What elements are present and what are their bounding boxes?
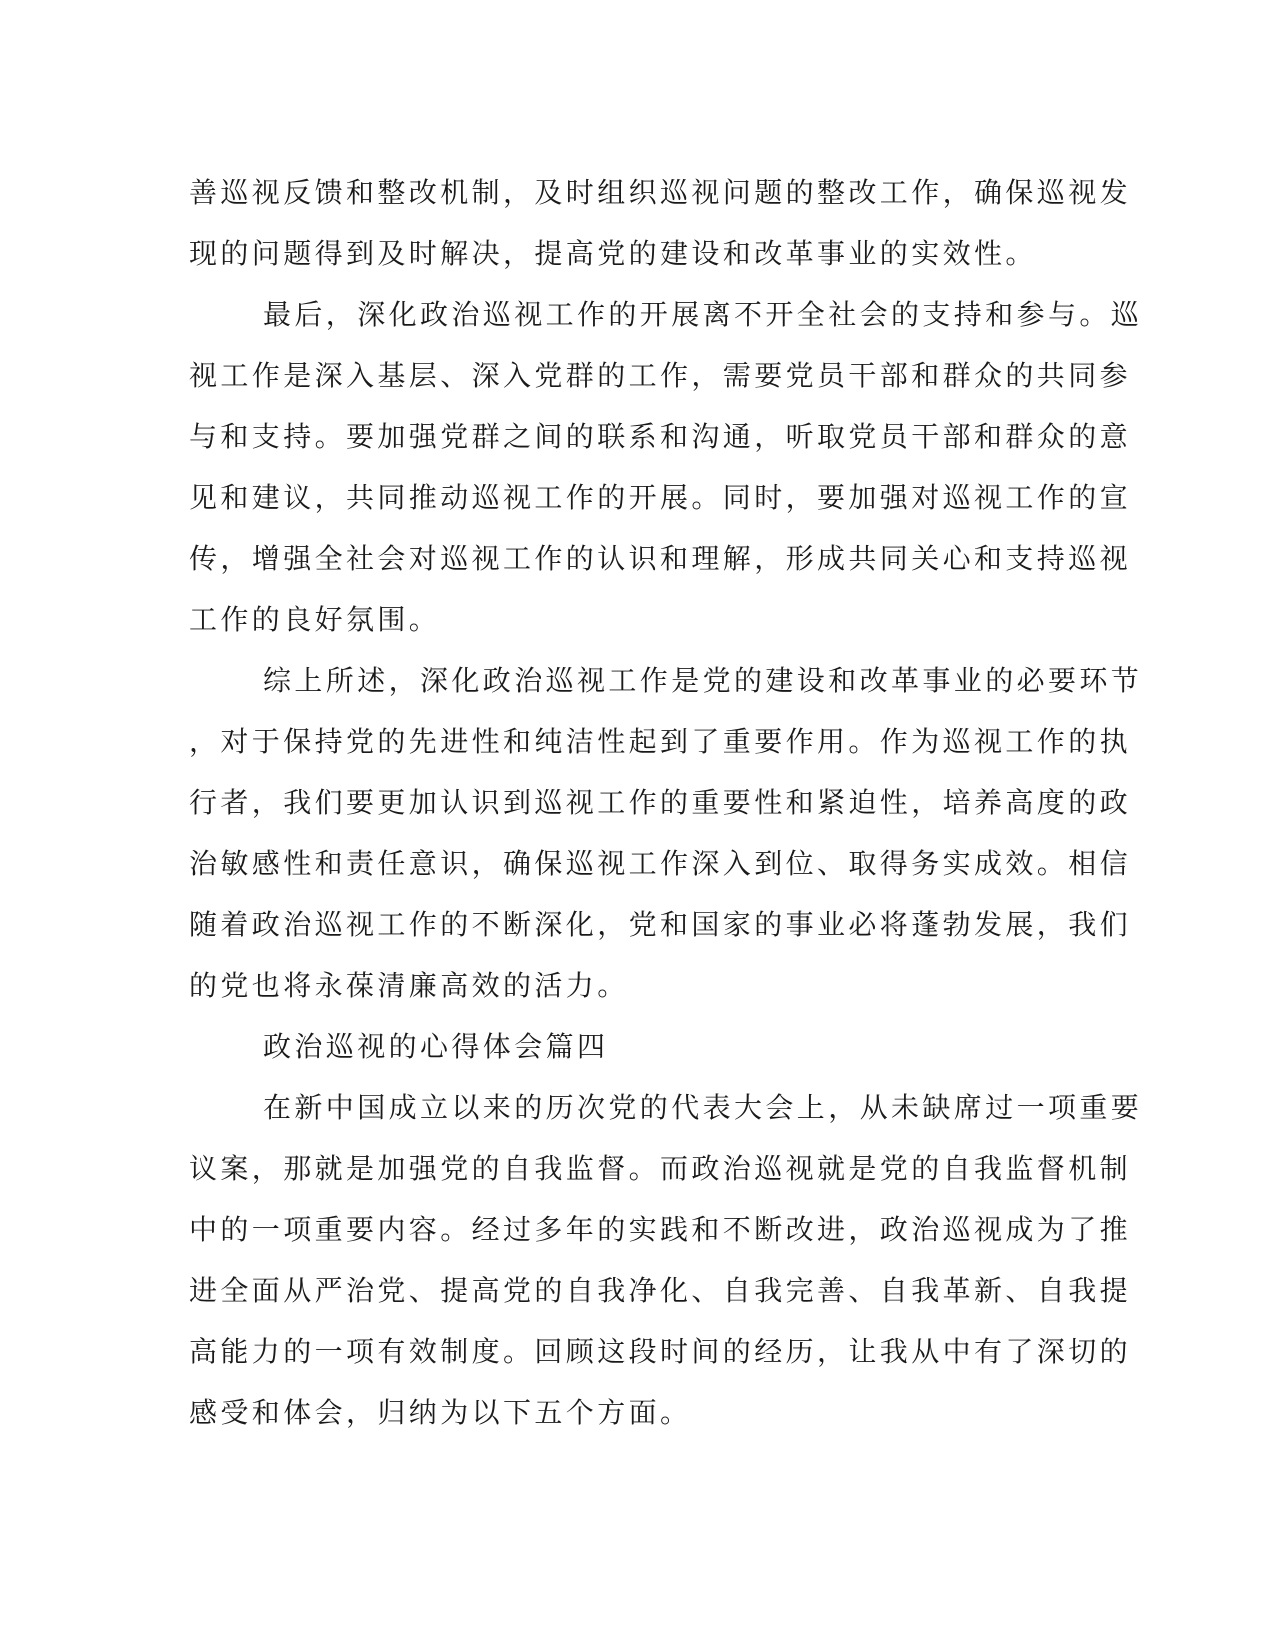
text-line: 行者，我们要更加认识到巡视工作的重要性和紧迫性，培养高度的政 xyxy=(189,786,1132,819)
text-line: 治敏感性和责任意识，确保巡视工作深入到位、取得务实成效。相信 xyxy=(189,847,1132,880)
text-line: 现的问题得到及时解决，提高党的建设和改革事业的实效性。 xyxy=(189,237,1037,270)
document-body xyxy=(189,162,1143,1443)
text-line: 善巡视反馈和整改机制，及时组织巡视问题的整改工作，确保巡视发 xyxy=(189,176,1132,209)
text-line: ，对于保持党的先进性和纯洁性起到了重要作用。作为巡视工作的执 xyxy=(189,725,1132,758)
text-line: 综上所述，深化政治巡视工作是党的建设和改革事业的必要环节 xyxy=(263,664,1143,697)
text-line: 最后，深化政治巡视工作的开展离不开全社会的支持和参与。巡 xyxy=(263,298,1143,331)
text-line: 的党也将永葆清廉高效的活力。 xyxy=(189,969,629,1002)
text-line: 视工作是深入基层、深入党群的工作，需要党员干部和群众的共同参 xyxy=(189,359,1132,392)
text-line: 进全面从严治党、提高党的自我净化、自我完善、自我革新、自我提 xyxy=(189,1274,1132,1307)
text-line: 高能力的一项有效制度。回顾这段时间的经历，让我从中有了深切的 xyxy=(189,1335,1132,1368)
text-line: 在新中国成立以来的历次党的代表大会上，从未缺席过一项重要 xyxy=(263,1091,1143,1124)
section-heading: 政治巡视的心得体会篇四 xyxy=(263,1030,609,1063)
text-line: 见和建议，共同推动巡视工作的开展。同时，要加强对巡视工作的宣 xyxy=(189,481,1132,514)
text-line: 中的一项重要内容。经过多年的实践和不断改进，政治巡视成为了推 xyxy=(189,1213,1132,1246)
text-line: 与和支持。要加强党群之间的联系和沟通，听取党员干部和群众的意 xyxy=(189,420,1132,453)
text-line: 随着政治巡视工作的不断深化，党和国家的事业必将蓬勃发展，我们 xyxy=(189,908,1132,941)
text-line: 议案，那就是加强党的自我监督。而政治巡视就是党的自我监督机制 xyxy=(189,1152,1132,1185)
text-line: 感受和体会，归纳为以下五个方面。 xyxy=(189,1396,692,1429)
text-line: 传，增强全社会对巡视工作的认识和理解，形成共同关心和支持巡视 xyxy=(189,542,1132,575)
text-line: 工作的良好氛围。 xyxy=(189,603,441,636)
